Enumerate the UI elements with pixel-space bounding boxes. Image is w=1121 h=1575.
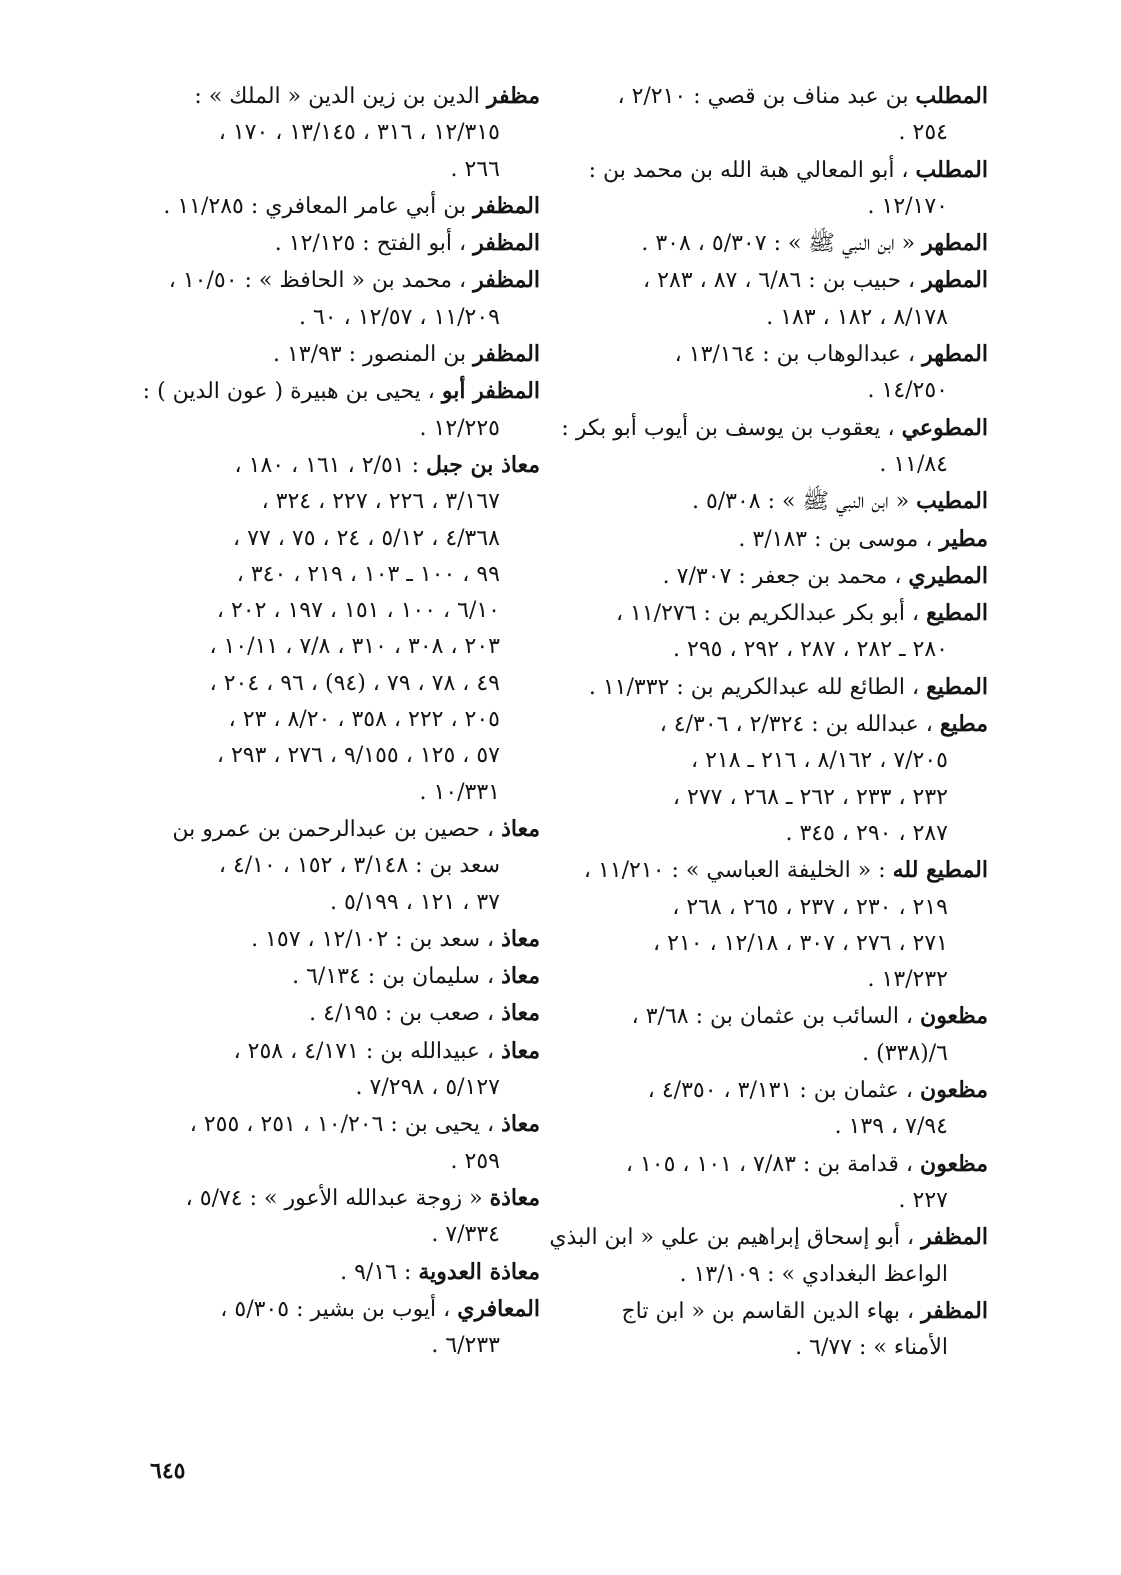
index-entry-first-line: [576, 1146, 988, 1183]
index-entry-first-line: [576, 262, 988, 299]
index-entry-references: ، عبدالله بن : ٢/٣٢٤ ، ٤/٣٠٦ ،: [659, 712, 940, 738]
index-entry-continuation-line: ٥٧ ، ١٢٥ ، ٩/١٥٥ ، ٢٧٦ ، ٢٩٣ ،: [216, 743, 500, 769]
index-entry-headword: معاذة: [489, 1184, 540, 1211]
index-entry: [576, 483, 988, 520]
index-entry-first-line: [128, 1180, 540, 1217]
index-entry-continuation-line: ٣٧ ، ١٢١ ، ٥/١٩٩ .: [330, 889, 500, 915]
index-column-left: [128, 78, 540, 1364]
index-entry-headword: المطلب: [915, 83, 988, 109]
index-entry-headword: المطيع: [926, 673, 988, 700]
index-entry-references: ، يحيى بن هبيرة ( عون الدين ) :: [142, 379, 442, 405]
index-entry-continuation-line: ١١/٨٤ .: [879, 451, 948, 477]
index-entry: [576, 1146, 988, 1220]
index-entry-headword: المطوعي: [901, 414, 988, 441]
index-entry-continuation-line: سعد بن : ٣/١٤٨ ، ١٥٢ ، ٤/١٠ ،: [218, 853, 500, 879]
index-entry-continuation-line: ١٢/١٧٠ .: [867, 193, 948, 219]
index-entry-continuation-line: ٧/٩٤ ، ١٣٩ .: [834, 1114, 948, 1140]
index-entry-first-line: [576, 1293, 988, 1330]
index-entry: [576, 1293, 988, 1367]
index-entry: [576, 669, 988, 706]
index-entry-continuation-line: ٢٧١ ، ٢٧٦ ، ٣٠٧ ، ١٢/١٨ ، ٢١٠ ،: [653, 930, 948, 956]
index-entry-headword: المظفر: [473, 341, 540, 368]
index-entry-first-line: [576, 225, 988, 262]
index-entry-headword: مظعون: [920, 1150, 988, 1177]
index-entry-continuation-line: ٦/٢٣٣ .: [431, 1333, 500, 1359]
index-entry-continuation-line: ٢٨٧ ، ٢٩٠ ، ٣٤٥ .: [785, 820, 948, 846]
index-entry-references: ، أيوب بن بشير : ٥/٣٠٥ ،: [220, 1296, 458, 1322]
index-entry-continuation-line: ٢٠٣ ، ٣٠٨ ، ٣١٠ ، ٧/٨ ، ١٠/١١ ،: [209, 634, 500, 660]
index-entry-headword: المظفر: [473, 230, 540, 257]
index-entry-references: ، سعد بن : ١٢/١٠٢ ، ١٥٧ .: [251, 926, 502, 952]
index-entry: [576, 336, 988, 410]
index-entry: [549, 1219, 988, 1293]
index-entry-headword: معاذ: [501, 815, 540, 842]
index-entry-continuation-line: ٢٥٤ .: [898, 120, 948, 146]
index-entry-headword: مطيع: [939, 711, 988, 738]
index-entry-first-line: [576, 152, 988, 189]
index-entry-first-line: [128, 1106, 540, 1143]
index-entry: [128, 1033, 540, 1107]
index-entry: [576, 262, 988, 336]
index-entry-first-line: [576, 998, 988, 1035]
index-entry-references: ، قدامة بن : ٧/٨٣ ، ١٠١ ، ١٠٥ ،: [625, 1151, 921, 1177]
index-entry: [576, 706, 988, 852]
index-entry: [561, 410, 988, 484]
index-entry-continuation-line: ١٠/٣٣١ .: [419, 779, 500, 805]
index-entry-first-line: [128, 1254, 540, 1291]
index-entry-references: بن عبد مناف بن قصي : ٢/٢١٠ ،: [617, 84, 916, 109]
index-entry-references: ، سليمان بن : ٦/١٣٤ .: [292, 964, 502, 990]
index-entry-headword: المطهر: [922, 230, 988, 257]
index-entry-first-line: [549, 1219, 988, 1256]
index-entry-headword: المظفر: [921, 1297, 988, 1324]
page-number: ٦٤٥: [150, 1458, 186, 1484]
index-entry: [128, 225, 540, 262]
index-entry-headword: المطهر: [922, 267, 988, 294]
index-entry-first-line: [128, 336, 540, 373]
index-entry-first-line: [128, 958, 540, 995]
index-entry-continuation-line: ١٢/٢٢٥ .: [419, 415, 500, 441]
index-entry-first-line: [561, 410, 988, 447]
index-entry-references: بن المنصور : ١٣/٩٣ .: [272, 342, 474, 368]
index-entry-continuation-line: الأمناء » : ٦/٧٧ .: [795, 1335, 948, 1361]
index-entry-headword: مظفر: [486, 83, 540, 109]
index-entry-continuation-line: الواعظ البغدادي » : ١٣/١٠٩ .: [679, 1261, 948, 1287]
index-entry-first-line: [576, 706, 988, 743]
index-entry-headword: معاذ: [501, 963, 540, 990]
index-entry-references: ، أبو المعالي هبة الله بن محمد بن :: [588, 157, 916, 183]
index-entry: [576, 225, 988, 262]
index-entry: [128, 78, 540, 188]
index-entry: [128, 958, 540, 995]
index-entry: [128, 1106, 540, 1180]
index-entry: [576, 998, 988, 1072]
index-entry-first-line: [576, 852, 988, 889]
index-entry-references: « ابن النبي ﷺ » : ٥/٣٠٨ .: [691, 489, 917, 515]
index-entry-continuation-line: ٩٩ ، ١٠٠ ـ ١٠٣ ، ٢١٩ ، ٣٤٠ ،: [236, 561, 500, 587]
index-entry-references: ، يعقوب بن يوسف بن أيوب أبو بكر :: [561, 415, 902, 441]
index-entry: [128, 1180, 540, 1254]
index-entry-continuation-line: ٢٦٦ .: [450, 156, 500, 182]
index-entry-first-line: [576, 483, 988, 520]
index-entry-first-line: [128, 188, 540, 225]
index-entry-first-line: [576, 595, 988, 632]
index-entry-references: ، أبو إسحاق إبراهيم بن علي « ابن البذي: [549, 1225, 922, 1251]
index-entry-references: ، موسى بن : ٣/١٨٣ .: [738, 526, 940, 552]
index-entry-headword: معاذ: [501, 1037, 540, 1064]
index-entry-first-line: [576, 1072, 988, 1109]
index-entry-headword: مظعون: [920, 1077, 988, 1104]
index-entry-continuation-line: ١٤/٢٥٠ .: [867, 378, 948, 404]
index-entry-references: ، محمد بن جعفر : ٧/٣٠٧ .: [662, 563, 909, 589]
index-entry-continuation-line: ٢٢٧ .: [898, 1187, 948, 1213]
index-entry-headword: معاذ: [501, 1111, 540, 1138]
index-entry: [128, 262, 540, 336]
index-entry-continuation-line: ٢١٩ ، ٢٣٠ ، ٢٣٧ ، ٢٦٥ ، ٢٦٨ ،: [672, 894, 948, 920]
index-entry: [576, 152, 988, 226]
index-entry-first-line: [576, 521, 988, 558]
index-entry-continuation-line: ٢٣٢ ، ٢٣٣ ، ٢٦٢ ـ ٢٦٨ ، ٢٧٧ ،: [672, 784, 948, 810]
index-entry-continuation-line: ٢٨٠ ـ ٢٨٢ ، ٢٨٧ ، ٢٩٢ ، ٢٩٥ .: [673, 637, 948, 663]
index-entry: [576, 558, 988, 595]
index-entry: [128, 373, 540, 447]
index-entry-headword: معاذ: [501, 1000, 540, 1027]
index-entry-references: ، أبو بكر عبدالكريم بن : ١١/٢٧٦ ،: [615, 601, 927, 627]
index-entry-headword: المطلب: [915, 156, 988, 183]
index-entry-references: ، بهاء الدين القاسم بن « ابن تاج: [621, 1298, 922, 1324]
index-entry-references: بن أبي عامر المعافري : ١١/٢٨٥ .: [163, 193, 474, 219]
index-entry-first-line: [128, 225, 540, 262]
index-entry-headword: معاذ: [501, 925, 540, 952]
index-entry-headword: المطيع لله: [892, 857, 988, 884]
index-entry-references: ، السائب بن عثمان بن : ٣/٦٨ ،: [631, 1004, 921, 1030]
index-entry-references: : « الخليفة العباسي » : ١١/٢١٠ ،: [583, 858, 893, 884]
index-entry: [576, 852, 988, 998]
index-entry-first-line: [128, 262, 540, 299]
index-entry-continuation-line: ١٢/٣١٥ ، ٣١٦ ، ١٣/١٤٥ ، ١٧٠ ،: [218, 120, 500, 146]
index-entry-headword: مظعون: [920, 1003, 988, 1030]
index-entry-continuation-line: ٤٩ ، ٧٨ ، ٧٩ ، (٩٤) ، ٩٦ ، ٢٠٤ ،: [209, 670, 500, 696]
index-entry-references: : ٩/١٦ .: [340, 1259, 419, 1285]
index-entry-continuation-line: ٣/١٦٧ ، ٢٢٦ ، ٢٢٧ ، ٣٢٤ ،: [261, 489, 500, 515]
index-entry-continuation-line: ٦/١٠ ، ١٠٠ ، ١٥١ ، ١٩٧ ، ٢٠٢ ،: [216, 598, 500, 624]
index-entry-references: ، عثمان بن : ٣/١٣١ ، ٤/٣٥٠ ،: [647, 1078, 921, 1104]
index-entry-headword: المعافري: [457, 1295, 540, 1322]
index-entry-references: ، يحيى بن : ١٠/٢٠٦ ، ٢٥١ ، ٢٥٥ ،: [189, 1112, 502, 1138]
index-entry-continuation-line: ١٣/٢٣٢ .: [867, 967, 948, 993]
index-entry-first-line: [128, 1033, 540, 1070]
index-entry-headword: المطيري: [908, 562, 988, 589]
index-entry-references: ، عبدالوهاب بن : ١٣/١٦٤ ،: [674, 342, 923, 368]
index-entry: [128, 188, 540, 225]
index-entry-continuation-line: ٧/٢٠٥ ، ٨/١٦٢ ، ٢١٦ ـ ٢١٨ ،: [691, 748, 948, 774]
index-entry-continuation-line: ٦/(٣٣٨) .: [862, 1040, 948, 1066]
index-entry-continuation-line: ١١/٢٠٩ ، ١٢/٥٧ ، ٦٠ .: [298, 304, 500, 330]
index-entry-first-line: [128, 1291, 540, 1328]
index-entry-first-line: [128, 921, 540, 958]
index-entry-first-line: [576, 78, 988, 115]
index-column-right: [549, 78, 988, 1366]
index-entry-headword: المظفر: [473, 267, 540, 294]
index-entry: [128, 336, 540, 373]
index-entry-headword: المطيع: [926, 600, 988, 627]
index-entry-references: ، أبو الفتح : ١٢/١٢٥ .: [274, 231, 474, 257]
index-entry-headword: المظفر: [473, 192, 540, 219]
index-entry-references: « ابن النبي ﷺ » : ٥/٣٠٧ ، ٣٠٨ .: [641, 231, 923, 257]
index-entry-first-line: [576, 336, 988, 373]
index-entry: [576, 521, 988, 558]
index-entry-continuation-line: ٢٠٥ ، ٢٢٢ ، ٣٥٨ ، ٨/٢٠ ، ٢٣ ،: [228, 707, 500, 733]
index-entry-first-line: [128, 811, 540, 848]
index-entry: [128, 447, 540, 811]
index-entry-references: ، صعب بن : ٤/١٩٥ .: [309, 1001, 502, 1027]
index-entry-continuation-line: ٤/٣٦٨ ، ٥/١٢ ، ٢٤ ، ٧٥ ، ٧٧ ،: [233, 525, 500, 551]
index-entry-references: « زوجة عبدالله الأعور » : ٥/٧٤ ،: [185, 1185, 490, 1211]
index-entry: [576, 1072, 988, 1146]
index-entry-first-line: [128, 373, 540, 410]
index-entry-headword: معاذة العدوية: [418, 1258, 540, 1285]
index-entry-first-line: [128, 447, 540, 484]
index-entry-headword: المظفر: [921, 1224, 988, 1251]
index-entry-references: ، محمد بن « الحافظ » : ١٠/٥٠ ،: [168, 268, 474, 294]
index-entry: [128, 1291, 540, 1365]
index-entry-references: : ٢/٥١ ، ١٦١ ، ١٨٠ ،: [234, 452, 426, 478]
index-entry-first-line: [576, 558, 988, 595]
index-entry: [576, 78, 988, 152]
index-entry-headword: مطير: [939, 525, 988, 552]
index-entry: [128, 995, 540, 1032]
index-entry-continuation-line: ٢٥٩ .: [450, 1148, 500, 1174]
index-entry: [128, 921, 540, 958]
index-entry-references: الدين بن زين الدين « الملك » :: [194, 84, 487, 109]
index-entry-references: ، الطائع لله عبدالكريم بن : ١١/٣٣٢ .: [588, 674, 927, 700]
index-entry-continuation-line: ٥/١٢٧ ، ٧/٢٩٨ .: [355, 1075, 500, 1101]
index-entry-headword: المطهر: [922, 341, 988, 368]
index-entry-continuation-line: ٨/١٧٨ ، ١٨٢ ، ١٨٣ .: [766, 304, 948, 330]
index-entry: [128, 811, 540, 921]
index-entry-headword: معاذ بن جبل: [426, 451, 540, 478]
index-entry-first-line: [576, 669, 988, 706]
index-entry: [576, 595, 988, 669]
index-entry-first-line: [128, 995, 540, 1032]
index-entry-continuation-line: ٧/٣٣٤ .: [431, 1222, 500, 1248]
index-entry-references: ، عبيدالله بن : ٤/١٧١ ، ٢٥٨ ،: [233, 1038, 502, 1064]
index-entry-references: ، حصين بن عبدالرحمن بن عمرو بن: [172, 816, 502, 842]
index-entry-headword: المطيب: [916, 488, 988, 515]
index-entry-headword: المظفر أبو: [441, 378, 540, 405]
index-entry-references: ، حبيب بن : ٦/٨٦ ، ٨٧ ، ٢٨٣ ،: [643, 268, 923, 294]
index-entry: [128, 1254, 540, 1291]
index-entry-first-line: [128, 78, 540, 115]
